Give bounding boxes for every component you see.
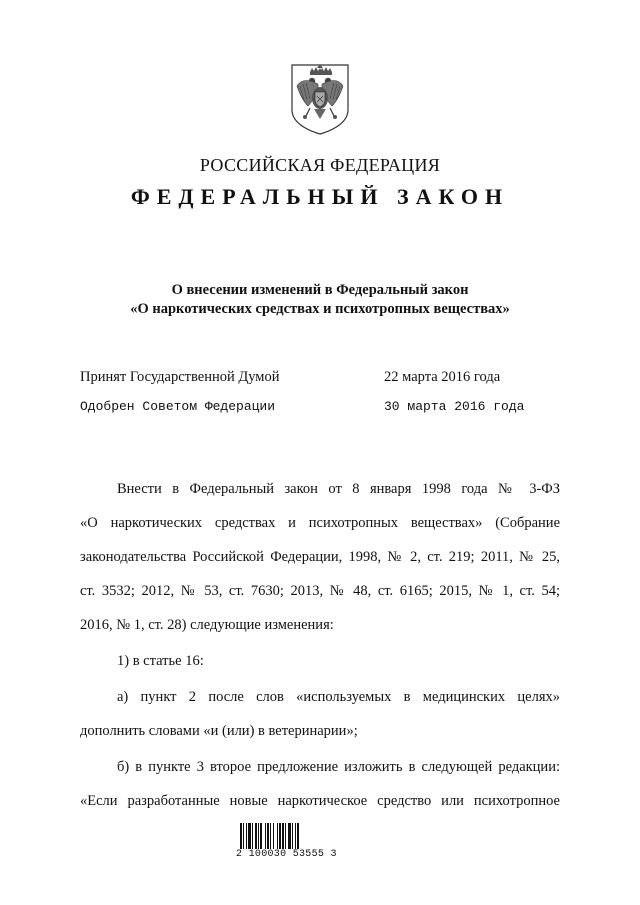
coat-of-arms-emblem (288, 62, 352, 137)
adoption-date: 30 марта 2016 года (384, 399, 525, 414)
body-line: 1) в статье 16: (117, 653, 204, 669)
barcode-number: 2 100030 53555 3 (236, 849, 337, 860)
law-title-line: О внесении изменений в Федеральный закон (171, 282, 469, 298)
body-line: «Если разработанные новые наркотическое средство или психотропное (80, 793, 560, 809)
body-line: а) пункт 2 после слов «используемых в медицинских целях» (117, 689, 560, 705)
document-type-heading: ФЕДЕРАЛЬНЫЙ ЗАКОН (130, 184, 510, 209)
country-heading: РОССИЙСКАЯ ФЕДЕРАЦИЯ (199, 155, 441, 175)
adoption-date: 22 марта 2016 года (384, 369, 501, 385)
body-line: 2016, № 1, ст. 28) следующие изменения: (80, 617, 334, 633)
law-title (0, 281, 640, 319)
body-line: Внести в Федеральный закон от 8 января 1998 года № 3-ФЗ (117, 481, 560, 497)
adoption-label: Принят Государственной Думой (80, 369, 280, 385)
law-title-line: «О наркотических средствах и психотропных веществах» (130, 301, 510, 317)
body-line: законодательства Российской Федерации, 1998, № 2, ст. 219; 2011, № 25, (80, 549, 560, 565)
body-line: б) в пункте 3 второе предложение изложить в следующей редакции: (117, 759, 560, 775)
barcode (240, 823, 316, 849)
body-line: «О наркотических средствах и психотропных веществах» (Собрание (80, 515, 560, 531)
body-line: дополнить словами «и (или) в ветеринарии»; (80, 723, 358, 739)
body-line: ст. 3532; 2012, № 53, ст. 7630; 2013, № 48, ст. 6165; 2015, № 1, ст. 54; (80, 583, 560, 599)
adoption-label: Одобрен Советом Федерации (80, 399, 276, 414)
